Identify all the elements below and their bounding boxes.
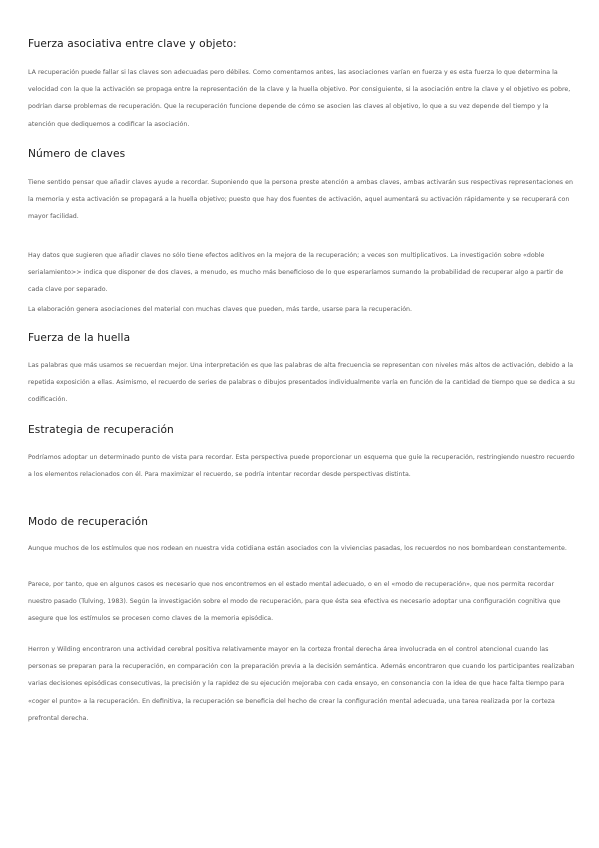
heading-numero-claves: Número de claves <box>28 148 126 160</box>
heading-modo-recuperacion: Modo de recuperación <box>28 516 149 528</box>
paragraph-modo-recuperacion-3: Herron y Wilding encontraron una actividad cerebral positiva relativamente mayor en la corteza frontal derecha área involucrada en el control atencional cuando las personas se preparan para la recuperación, en comparación con la preparación previa a la decisión semántica. Además encontraron que cuando los participantes realizaban varias decisiones episódicas consecutivas, la precisión y la rapidez de su ejecución mejoraba con cada ensayo, en consonancia con la idea de que hace falta tiempo para «coger el punto» a la recuperación. En definitiva, la recuperación se beneficia del hecho de crear la configuración mental adecuada, una tarea realizada por la corteza prefrontal derecha. <box>28 646 575 722</box>
heading-fuerza-huella: Fuerza de la huella <box>28 332 131 344</box>
heading-estrategia-recuperacion: Estrategia de recuperación <box>28 424 174 436</box>
paragraph-numero-claves-3: La elaboración genera asociaciones del material con muchas claves que pueden, más tarde, usarse para la recuperación. <box>28 306 413 313</box>
paragraph-fuerza-asociativa: LA recuperación puede fallar si las claves son adecuadas pero débiles. Como comentamos antes, las asociaciones varían en fuerza y es esta fuerza lo que determina la velocidad con la que la activación se propaga entre la representación de la clave y la huella objetivo. Por consiguiente, si la asociación entre la clave y el objetivo es pobre, podrían darse problemas de recuperación. Que la recuperación funcione depende de cómo se asocien las claves al objetivo, lo que a su vez depende del tiempo y la atención que dediquemos a codificar la asociación. <box>28 69 571 128</box>
paragraph-numero-claves-1: Tiene sentido pensar que añadir claves ayude a recordar. Suponiendo que la persona preste atención a ambas claves, ambas activarán sus respectivas representaciones en la memoria y esta activación se propagará a la huella objetivo; puesto que hay dos fuentes de activación, aquel aumentará su activación rápidamente y se recuperará con mayor facilidad. <box>28 179 573 221</box>
paragraph-estrategia-recuperacion: Podríamos adoptar un determinado punto de vista para recordar. Esta perspectiva puede proporcionar un esquema que guíe la recuperación, restringiendo nuestro recuerdo a los elementos relacionados con él. Para maximizar el recuerdo, se podría intentar recordar desde perspectivas distinta. <box>28 454 575 479</box>
paragraph-modo-recuperacion-2: Parece, por tanto, que en algunos casos es necesario que nos encontremos en el estado mental adecuado, o en el «modo de recuperación», que nos permita recordar nuestro pasado (Tulving, 1983). Según la investigación sobre el modo de recuperación, para que ésta sea efectiva es necesario adoptar una configuración cognitiva que asegure que los estímulos se procesen como claves de la memoria episódica. <box>28 581 561 623</box>
heading-fuerza-asociativa: Fuerza asociativa entre clave y objeto: <box>28 38 237 50</box>
paragraph-fuerza-huella: Las palabras que más usamos se recuerdan mejor. Una interpretación es que las palabras de alta frecuencia se representan con niveles más altos de activación, debido a la repetida exposición a ellas. Asimismo, el recuerdo de series de palabras o dibujos presentados individualmente varía en función de la cantidad de tiempo que se dedica a su codificación. <box>28 362 575 404</box>
paragraph-numero-claves-2: Hay datos que sugieren que añadir claves no sólo tiene efectos aditivos en la mejora de la recuperación; a veces son multiplicativos. La investigación sobre «doble serialamiento>> indica que disponer de dos claves, a menudo, es mucho más beneficioso de lo que esperaríamos sumando la probabilidad de recuperar algo a partir de cada clave por separado. <box>28 252 564 294</box>
paragraph-modo-recuperacion-1: Aunque muchos de los estímulos que nos rodean en nuestra vida cotidiana están asociados con la viviencias pasadas, los recuerdos no nos bombardean constantemente. <box>28 545 567 552</box>
